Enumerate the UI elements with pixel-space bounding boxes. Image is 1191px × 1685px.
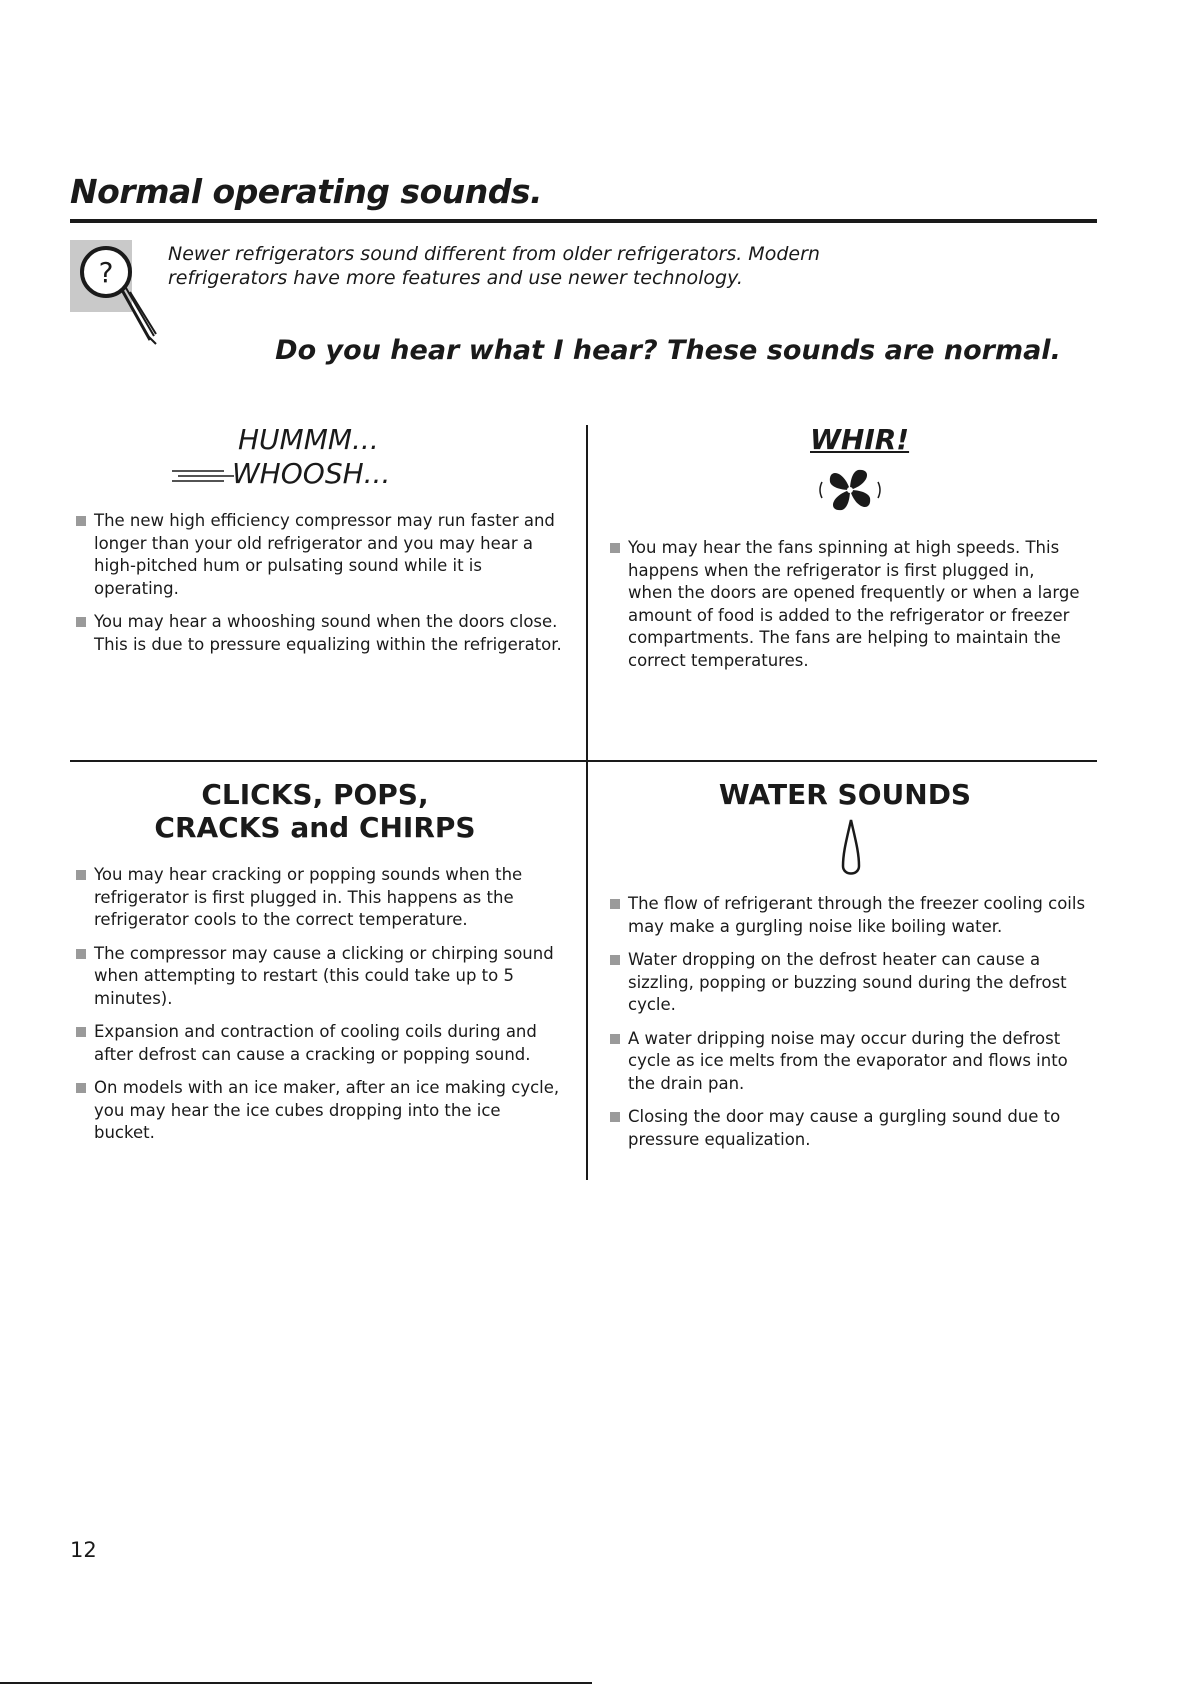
whir-bullet-list	[606, 537, 1084, 683]
svg-text:?: ?	[98, 256, 114, 289]
bullet-marker	[610, 955, 620, 965]
fan-icon	[818, 460, 882, 520]
list-item: You may hear a whooshing sound when the doors close. This is due to pressure equalizing within the refrigerator.	[72, 611, 562, 656]
whir-heading: WHIR!	[810, 423, 910, 456]
bullet-marker	[76, 617, 86, 627]
water-bullet-list	[606, 893, 1096, 1162]
list-item: The new high efficiency compressor may run faster and longer than your old refrigerator and you may hear a high-pitched hum or pulsating sound while it is operating.	[72, 510, 562, 600]
clicks-heading-line2: CRACKS and CHIRPS	[154, 811, 476, 844]
list-item: Expansion and contraction of cooling coils during and after defrost can cause a cracking or popping sound.	[72, 1021, 562, 1066]
list-item: The flow of refrigerant through the freezer cooling coils may make a gurgling noise like boiling water.	[606, 893, 1096, 938]
list-item: A water dripping noise may occur during the defrost cycle as ice melts from the evaporator and flows into the drain pan.	[606, 1028, 1096, 1096]
bullet-marker	[76, 1027, 86, 1037]
list-item: You may hear the fans spinning at high speeds. This happens when the refrigerator is first plugged in, when the doors are opened frequently or when a large amount of food is added to the refrigerator or freezer compartments. The fans are helping to maintain the correct temperatures.	[606, 537, 1084, 672]
list-item: On models with an ice maker, after an ice making cycle, you may hear the ice cubes dropping into the ice bucket.	[72, 1077, 562, 1145]
bullet-marker	[610, 1034, 620, 1044]
horizontal-divider	[70, 760, 1097, 762]
tagline: Do you hear what I hear? These sounds are normal.	[275, 335, 1061, 366]
intro-text: Newer refrigerators sound different from older refrigerators. Modern refrigerators have more features and use newer technology.	[168, 243, 820, 289]
bullet-marker	[76, 516, 86, 526]
whoosh-lines-icon	[172, 467, 234, 481]
water-drop-icon	[841, 818, 861, 882]
list-item: You may hear cracking or popping sounds when the refrigerator is first plugged in. This happens as the refrigerator cools to the correct temperature.	[72, 864, 562, 932]
water-heading: WATER SOUNDS	[718, 778, 972, 811]
hum-bullet-list	[72, 510, 562, 667]
bullet-marker	[610, 899, 620, 909]
bottom-rule	[0, 1682, 592, 1684]
page-number: 12	[70, 1538, 97, 1562]
bullet-marker	[610, 543, 620, 553]
bullet-marker	[76, 1083, 86, 1093]
bullet-marker	[610, 1112, 620, 1122]
title-rule	[70, 219, 1097, 223]
whoosh-heading: WHOOSH...	[232, 457, 391, 490]
list-item: Water dropping on the defrost heater can cause a sizzling, popping or buzzing sound during the defrost cycle.	[606, 949, 1096, 1017]
bullet-marker	[76, 949, 86, 959]
vertical-divider	[586, 425, 588, 1180]
hum-heading: HUMMM...	[238, 423, 379, 456]
list-item: The compressor may cause a clicking or chirping sound when attempting to restart (this could take up to 5 minutes).	[72, 943, 562, 1011]
question-magnifier-icon	[70, 240, 170, 345]
bullet-marker	[76, 870, 86, 880]
page-title: Normal operating sounds.	[70, 172, 543, 211]
list-item: Closing the door may cause a gurgling sound due to pressure equalization.	[606, 1106, 1096, 1151]
clicks-bullet-list	[72, 864, 562, 1156]
clicks-heading-line1: CLICKS, POPS,	[201, 778, 429, 811]
